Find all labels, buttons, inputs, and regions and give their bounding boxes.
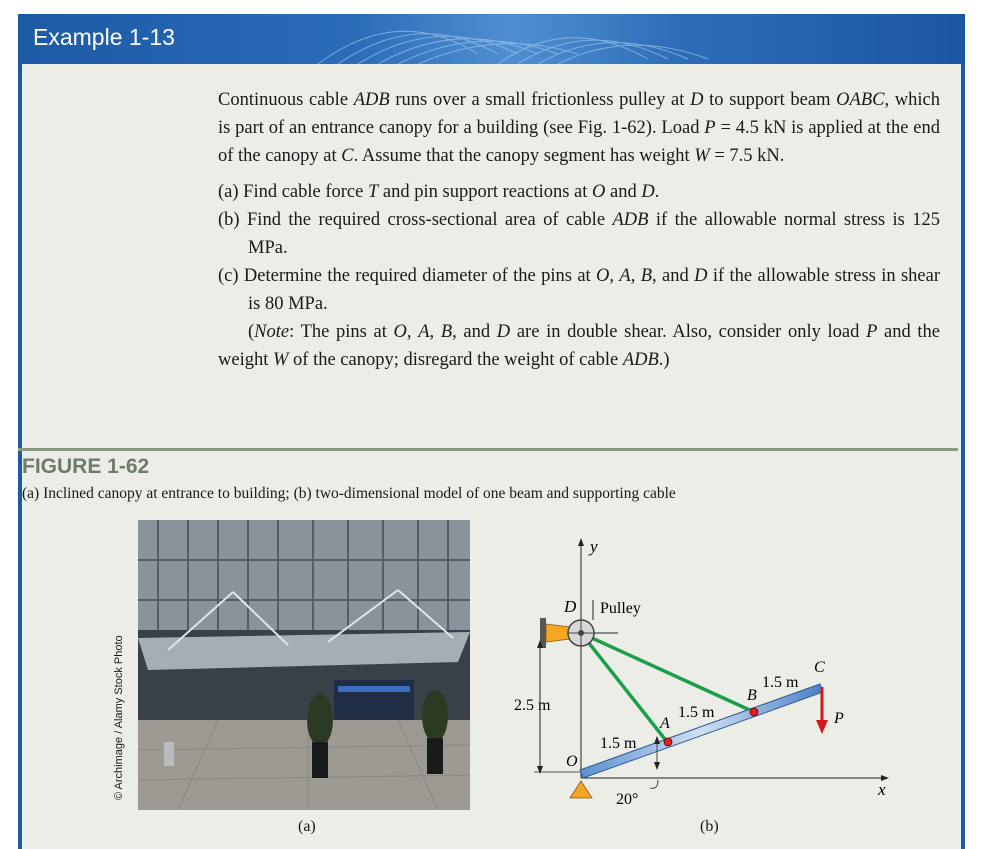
- example-title: Example 1-13: [33, 24, 175, 50]
- beam-oabc: [580, 684, 823, 778]
- part-run: (a) Find cable force: [218, 182, 368, 202]
- note-run: D: [496, 322, 511, 342]
- subfigure-a-label: (a): [298, 818, 316, 835]
- note-run: W: [272, 350, 289, 370]
- note-run: and the weight: [218, 322, 941, 370]
- note-run: : The pins at: [289, 322, 394, 342]
- note-run: are in double shear. Also, consider only load: [510, 322, 867, 342]
- y-axis-label: y: [590, 537, 598, 556]
- part-run: A: [619, 266, 631, 286]
- note-run: , and: [452, 322, 497, 342]
- problem-parts: [218, 178, 940, 318]
- note-run: P: [866, 322, 878, 342]
- label-height: 2.5 m: [514, 697, 551, 714]
- part-run: ,: [609, 266, 620, 286]
- label-o: O: [566, 753, 578, 770]
- figure-divider: [18, 448, 958, 451]
- label-angle: 20°: [616, 791, 639, 808]
- figure-label: FIGURE 1-62: [22, 455, 150, 478]
- label-p: P: [834, 710, 844, 727]
- part-run: (c) Determine the required diameter of the pins at: [218, 266, 597, 286]
- note-run: ,: [406, 322, 419, 342]
- pin-a: [664, 738, 672, 746]
- intro-run: C: [341, 146, 354, 166]
- canopy-photo: [138, 520, 470, 810]
- pin-b: [750, 708, 758, 716]
- note-run: O: [393, 322, 407, 342]
- part-run: D: [694, 266, 708, 286]
- intro-run: , which is part of an entrance canopy for a building (see Fig. 1-62). Load: [218, 90, 941, 138]
- intro-run: = 4.5 kN is applied at the end of the canopy at: [218, 118, 941, 166]
- note-run: Note: [254, 322, 290, 342]
- intro-run: ADB: [353, 90, 390, 110]
- part-run: , and: [652, 266, 695, 286]
- part-run: ADB: [612, 210, 649, 230]
- example-header: [18, 14, 965, 64]
- header-decoration: [318, 14, 738, 64]
- canopy-model-diagram: [500, 520, 920, 820]
- note-run: ADB: [622, 350, 659, 370]
- intro-run: runs over a small frictionless pulley at: [389, 90, 691, 110]
- problem-part-c: [218, 262, 940, 318]
- note-run: ,: [429, 322, 441, 342]
- note-run: A: [418, 322, 430, 342]
- label-c: C: [814, 659, 825, 676]
- intro-run: Continuous cable: [218, 90, 354, 110]
- label-a: A: [660, 715, 670, 732]
- problem-intro: [218, 86, 940, 170]
- note-run: B: [440, 322, 453, 342]
- problem-statement: [218, 86, 940, 374]
- intro-run: D: [690, 90, 704, 110]
- part-run: if the allowable stress in shear is 80 MPa.: [248, 266, 941, 314]
- intro-run: W: [694, 146, 710, 166]
- label-b: B: [747, 687, 757, 704]
- part-run: O: [596, 266, 610, 286]
- part-run: if the allowable normal stress is 125 MPa.: [248, 210, 940, 258]
- part-run: O: [592, 182, 606, 202]
- subfigure-b-label: (b): [700, 818, 719, 835]
- intro-run: = 7.5 kN.: [709, 146, 785, 166]
- intro-run: to support beam: [703, 90, 837, 110]
- label-seg-ab: 1.5 m: [678, 704, 715, 721]
- photo-credit: © Archimage / Alamy Stock Photo: [113, 635, 125, 800]
- note-run: of the canopy; disregard the weight of cable: [288, 350, 623, 370]
- problem-part-b: [218, 206, 940, 262]
- intro-run: P: [704, 118, 716, 138]
- intro-run: . Assume that the canopy segment has weight: [353, 146, 695, 166]
- note-run: (: [248, 322, 255, 342]
- part-run: and pin support reactions at: [378, 182, 593, 202]
- part-run: ,: [630, 266, 641, 286]
- part-run: and: [605, 182, 642, 202]
- intro-run: OABC: [836, 90, 885, 110]
- note-run: .): [658, 350, 670, 370]
- part-run: T: [367, 182, 379, 202]
- label-d: D: [564, 597, 577, 616]
- part-run: .: [654, 182, 660, 202]
- problem-part-a: [218, 178, 940, 206]
- label-pulley: Pulley: [600, 600, 641, 617]
- label-seg-oa: 1.5 m: [600, 735, 637, 752]
- problem-note: [218, 318, 940, 374]
- x-axis-label: x: [878, 780, 886, 799]
- part-run: B: [640, 266, 653, 286]
- label-seg-bc: 1.5 m: [762, 674, 799, 691]
- cable-db: [581, 633, 754, 712]
- figure-caption: (a) Inclined canopy at entrance to building; (b) two-dimensional model of one beam and supporting cable: [22, 485, 676, 502]
- part-run: (b) Find the required cross-sectional area of cable: [218, 210, 613, 230]
- part-run: D: [641, 182, 655, 202]
- cable-da: [581, 633, 668, 743]
